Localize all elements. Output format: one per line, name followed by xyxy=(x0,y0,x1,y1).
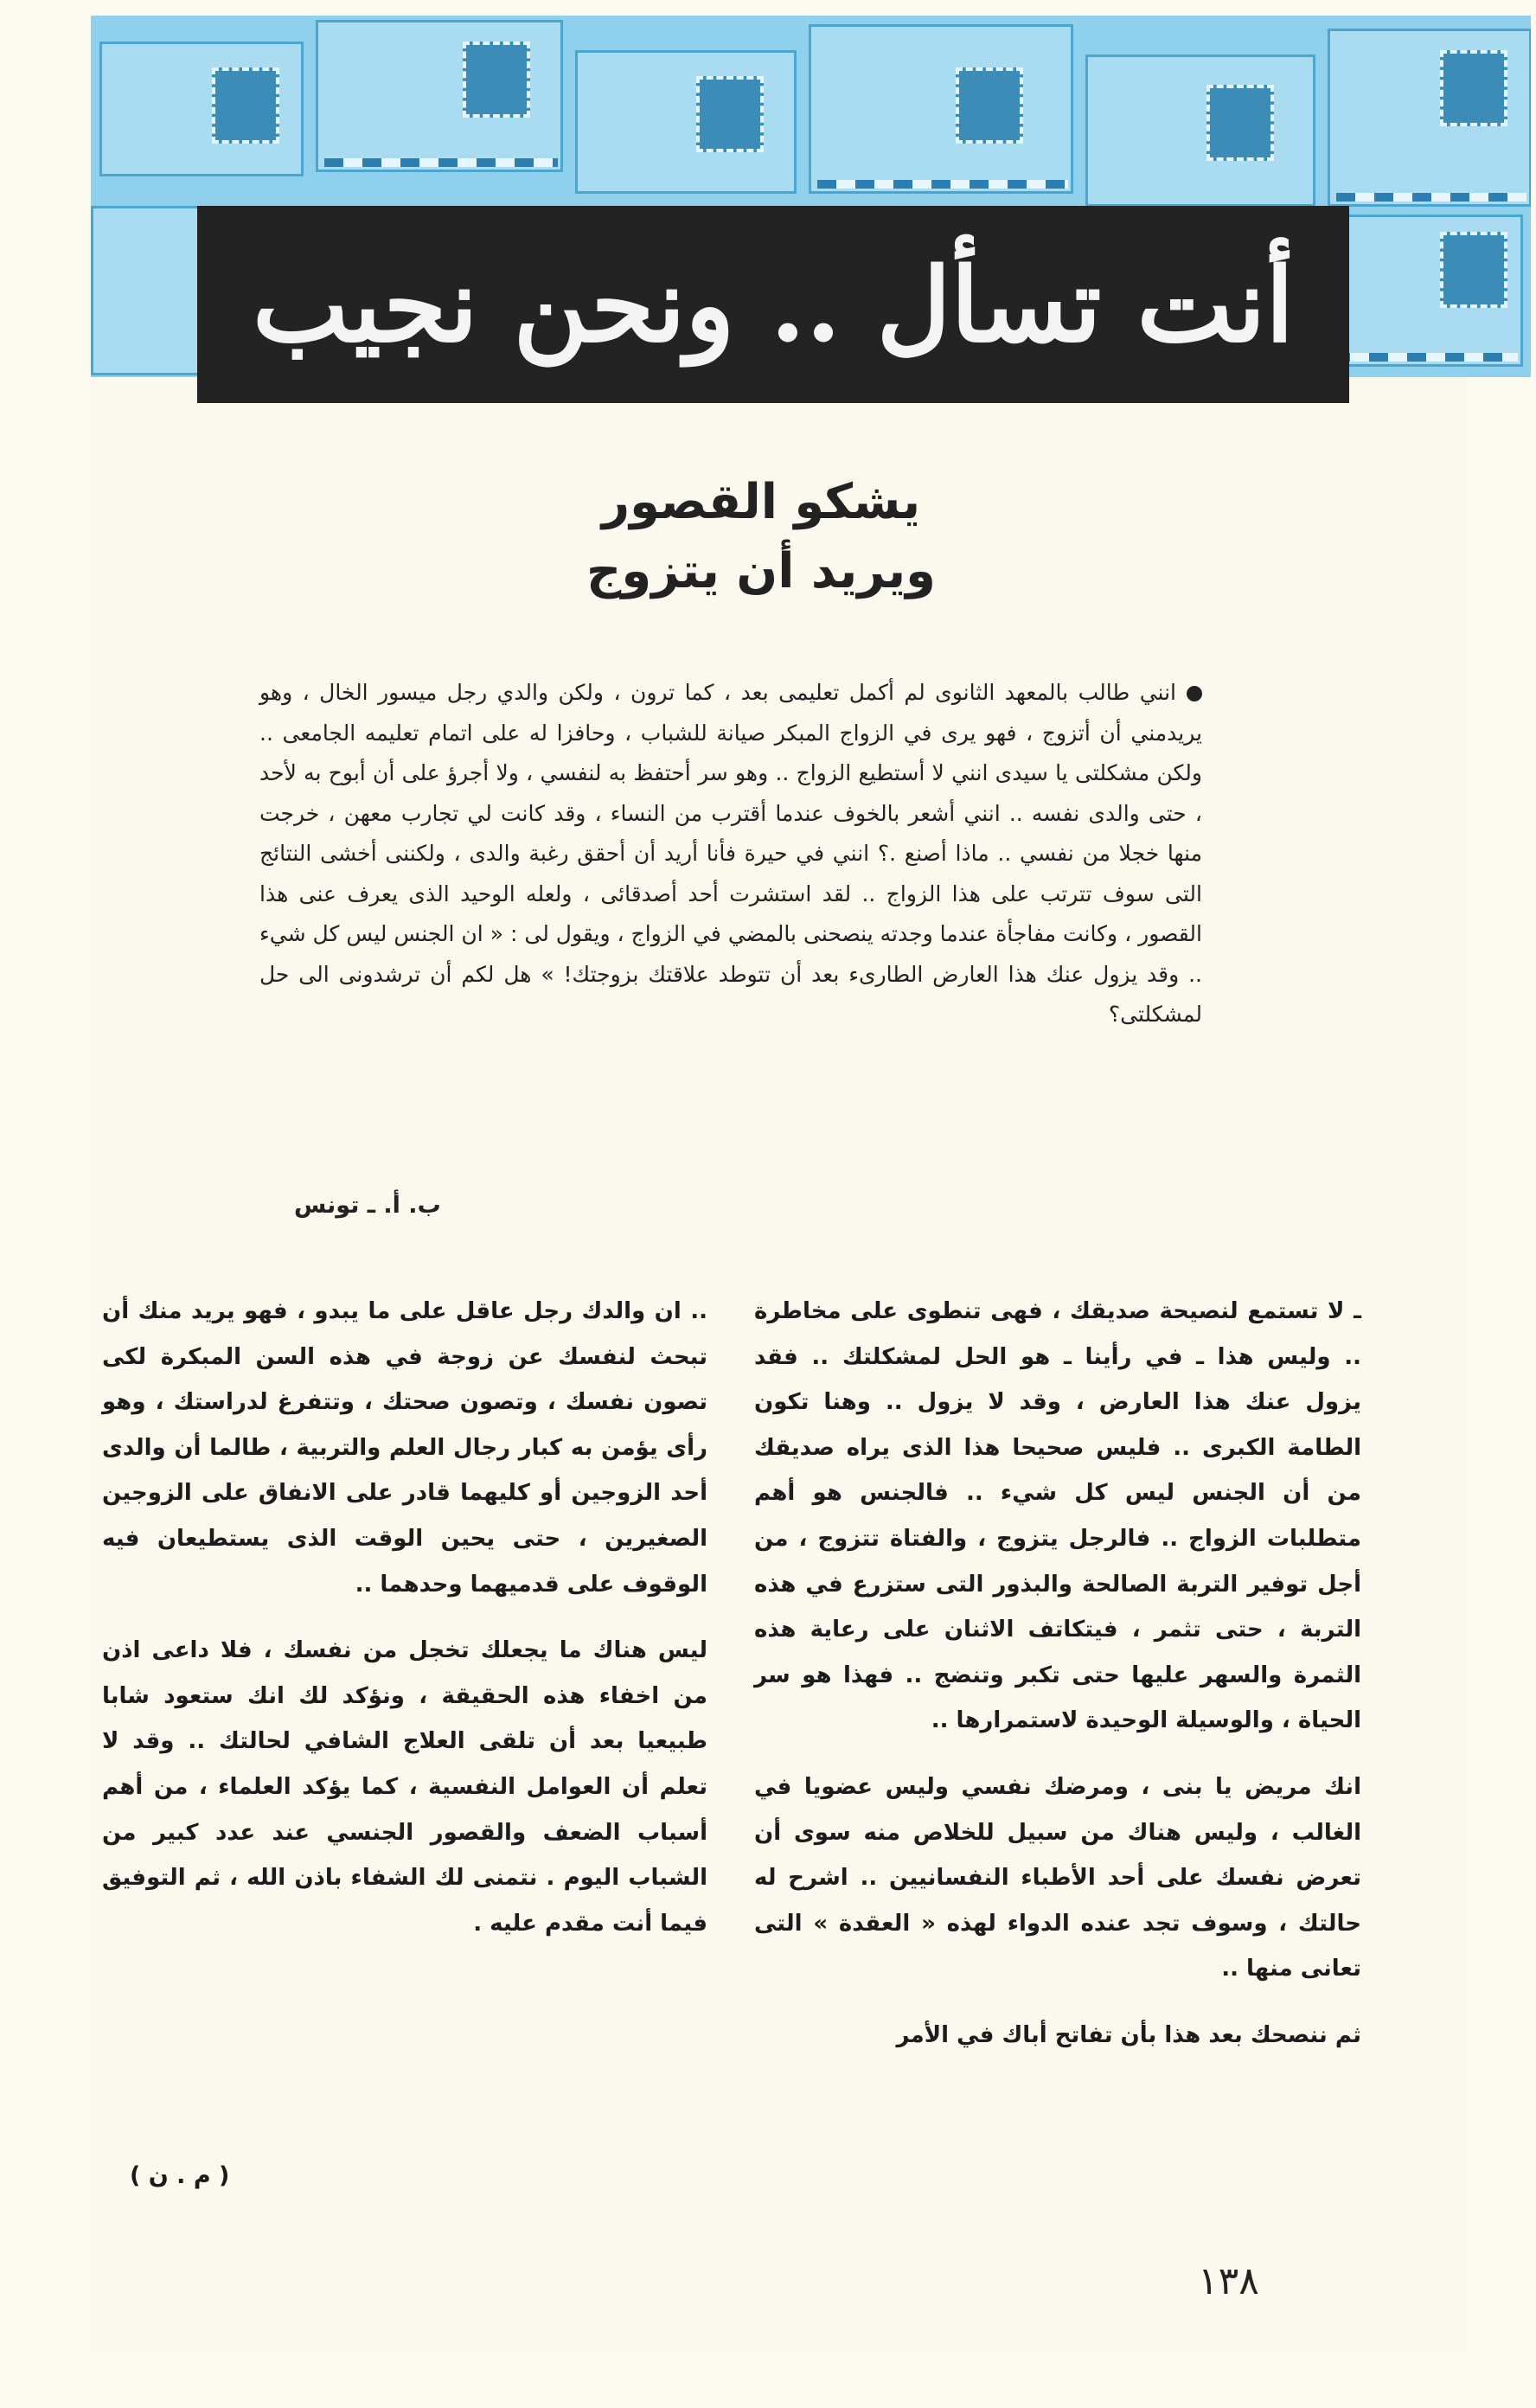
section-title-bar xyxy=(197,206,1349,403)
article-subheadline: ويريد أن يتزوج xyxy=(586,543,936,599)
answer-column-left xyxy=(102,1289,707,1967)
airmail-border xyxy=(817,180,1068,189)
author-initials: ( م . ن ) xyxy=(130,2162,230,2189)
answer-paragraph: انك مريض يا بنى ، ومرضك نفسي وليس عضويا في الغالب ، وليس هناك من سبيل للخلاص منه سوى أن تعرض نفسك على أحد الأطباء النفسانيين .. اشرح له حالتك ، وسوف تجد عنده الدواء لهذه « العقدة » التى تعانى منها .. xyxy=(754,1773,1361,1982)
stamp-image xyxy=(1440,50,1507,126)
answer-paragraph: ليس هناك ما يجعلك تخجل من نفسك ، فلا داعى اذن من اخفاء هذه الحقيقة ، ونؤكد لك انك ستعود شابا طبيعيا بعد أن تلقى العلاج الشافي لحالتك .. وقد لا تعلم أن العوامل النفسية ، كما يؤكد العلماء ، من أهم أسباب الضعف والقصور الجنسي عند عدد كبير من الشباب اليوم . نتمنى لك الشفاء باذن الله ، ثم التوفيق فيما أنت مقدم عليه . xyxy=(102,1637,707,1937)
stamp-image xyxy=(956,67,1023,144)
envelope-image xyxy=(809,24,1073,194)
answer-paragraph: ثم ننصحك بعد هذا بأن تفاتح أباك في الأمر xyxy=(896,2021,1361,2048)
letter-signature: ب. أ. ـ تونس xyxy=(294,1192,441,1219)
airmail-border xyxy=(1336,193,1526,202)
section-title: أنت تسأل .. ونحن نجيب xyxy=(252,244,1295,365)
letter-text: انني طالب بالمعهد الثانوى لم أكمل تعليمى بعد ، كما ترون ، ولكن والدي رجل ميسور الخال ، وهو يريدمني أن أتزوج ، فهو يرى في الزواج المبكر صيانة للشباب ، وحافزا له على اتمام تعليمه الجامعى .. ولكن مشكلتى يا سيدى انني لا أستطيع الزواج .. وهو سر أحتفظ به لنفسي ، ولا أجرؤ على أن أبوح به لأحد ، حتى والدى نفسه .. انني أشعر بالخوف عندما أقترب من النساء ، وقد كانت لي تجارب معهن ، خرجت منها خجلا من نفسي .. ماذا أصنع .؟ انني في حيرة فأنا أريد أن أحقق رغبة والدى ، ولكننى أخشى النتائج التى سوف تترتب على هذا الزواج .. لقد استشرت أحد أصدقائى ، ولعله الوحيد الذى يعرف عنى هذا القصور ، وكانت مفاجأة عندما وجدته ينصحنى بالمضي في الزواج ، ويقول لى : « ان الجنس ليس كل شيء .. وقد يزول عنك هذا العارض الطارىء بعد أن تتوطد علاقتك بزوجتك! » هل لكم أن ترشدونى الى حل لمشكلتى؟ xyxy=(259,680,1202,1027)
envelope-image xyxy=(1085,54,1315,207)
stamp-image xyxy=(1440,232,1507,308)
reader-letter xyxy=(259,673,1202,1035)
stamp-image xyxy=(1206,85,1274,161)
stamp-image xyxy=(212,67,279,144)
article-headline: يشكو القصور xyxy=(601,474,921,530)
answer-column-right xyxy=(754,1289,1361,2079)
airmail-border xyxy=(324,158,558,167)
bullet-icon xyxy=(1187,686,1202,701)
answer-paragraph: .. ان والدك رجل عاقل على ما يبدو ، فهو يريد منك أن تبحث لنفسك عن زوجة في هذه السن المبكرة لكى تصون نفسك ، وتصون صحتك ، وتتفرغ لدراستك ، وهو رأى يؤمن به كبار رجال العلم والتربية ، طالما أن والدى أحد الزوجين أو كليهما قادر على الانفاق على الزوجين الصغيرين ، حتى يحين الوقت الذى يستطيعان فيه الوقوف على قدميهما وحدهما .. xyxy=(102,1298,707,1598)
answer-paragraph: ـ لا تستمع لنصيحة صديقك ، فهى تنطوى على مخاطرة .. وليس هذا ـ في رأينا ـ هو الحل لمشكلتك .. فقد يزول عنك هذا العارض ، وقد لا يزول .. وهنا تكون الطامة الكبرى .. فليس صحيحا هذا الذى يراه صديقك من أن الجنس ليس كل شيء .. فالجنس هو أهم متطلبات الزواج .. فالرجل يتزوج ، والفتاة تتزوج ، من أجل توفير التربة الصالحة والبذور التى ستزرع في هذه التربة ، حتى تثمر ، فيتكاتف الاثنان على رعاية هذه الثمرة والسهر عليها حتى تكبر وتنضج .. فهذا هو سر الحياة ، والوسيلة الوحيدة لاستمرارها .. xyxy=(754,1298,1361,1734)
stamp-image xyxy=(696,76,764,152)
stamp-image xyxy=(463,42,530,118)
page-number: ١٣٨ xyxy=(1198,2259,1259,2303)
